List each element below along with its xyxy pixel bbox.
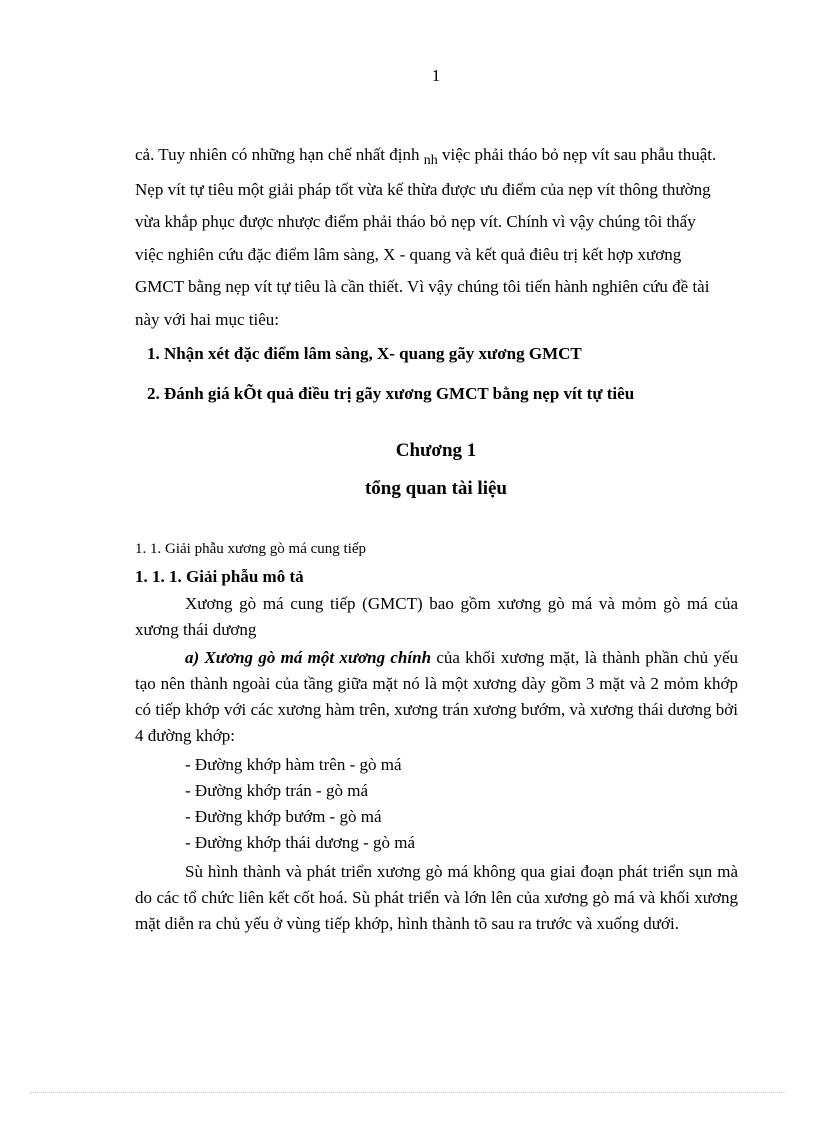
intro-text-part2: việc phải tháo bỏ nẹp vít sau phẫu thuật. Nẹp vít tự tiêu một giải pháp tốt vừa kế thừa được ưu điểm của nẹp vít thông thường vừa khắp phục được nhược điểm phải tháo bỏ nẹp vít. Chính vì vậy chúng tôi thấy việc nghiên cứu đặc điểm lâm sàng, X - quang và kết quả điêu trị kết hợp xương GMCT bằng nẹp vít tự tiêu là cần thiết. Vì vậy chúng tôi tiến hành nghiên cứu đề tài này với hai mục tiêu: [135,145,717,329]
paragraph-development: Sù hình thành và phát triển xương gò má không qua giai đoạn phát triển sụn mà do các tổ chức liên kết cốt hoá. Sù phát triển và lớn lên của xương gò má và khối xương mặt diễn ra chủ yếu ở vùng tiếp khớp, hình thành tõ sau ra trước và xuống dưới. [135,862,738,933]
list-item: - Đường khớp bướm - gò má [185,807,382,826]
paragraph-heading: a) Xương gò má một xương chính [185,648,432,667]
intro-text-part1: cả. Tuy nhiên có những hạn chế nhất định [135,145,424,164]
intro-paragraph [135,139,727,336]
intro-text-fragment: nh [423,153,438,168]
list-item: - Đường khớp trán - gò má [185,781,368,800]
list-item: - Đường khớp hàm trên - gò má [185,755,402,774]
paragraph-zygomatic-bone [135,645,738,749]
paragraph-text: của khối xương mặt, là thành phần chủ yếu tạo nên thành ngoài của tầng giữa mặt nó là một xương dày gồm 3 mặt và 2 mỏm khớp có tiếp khớp với các xương hàm trên, xương trán xương bướm, và xương thái dương bởi 4 đường khớp: [135,648,739,745]
suture-list [185,752,415,856]
section-heading: 1. 1. Giải phẫu xương gò má cung tiếp [135,541,367,557]
subsection-heading: 1. 1. 1. Giải phẫu mô tả [135,567,304,586]
list-item: - Đường khớp thái dương - gò má [185,833,416,852]
objective-2: 2. Đánh giá kÕt quả điều trị gãy xương GMCT bằng nẹp vít tự tiêu [147,384,635,403]
objective-1: 1. Nhận xét đặc điểm lâm sàng, X- quang gãy xương GMCT [147,344,582,363]
paragraph-gmct-definition: Xương gò má cung tiếp (GMCT) bao gồm xương gò má và mỏm gò má của xương thái dương [135,594,738,639]
chapter-title: tổng quan tài liệu [364,478,507,499]
page-footer-divider [30,1092,786,1093]
chapter-number: Chương 1 [395,440,477,461]
page-number: 1 [431,66,441,85]
